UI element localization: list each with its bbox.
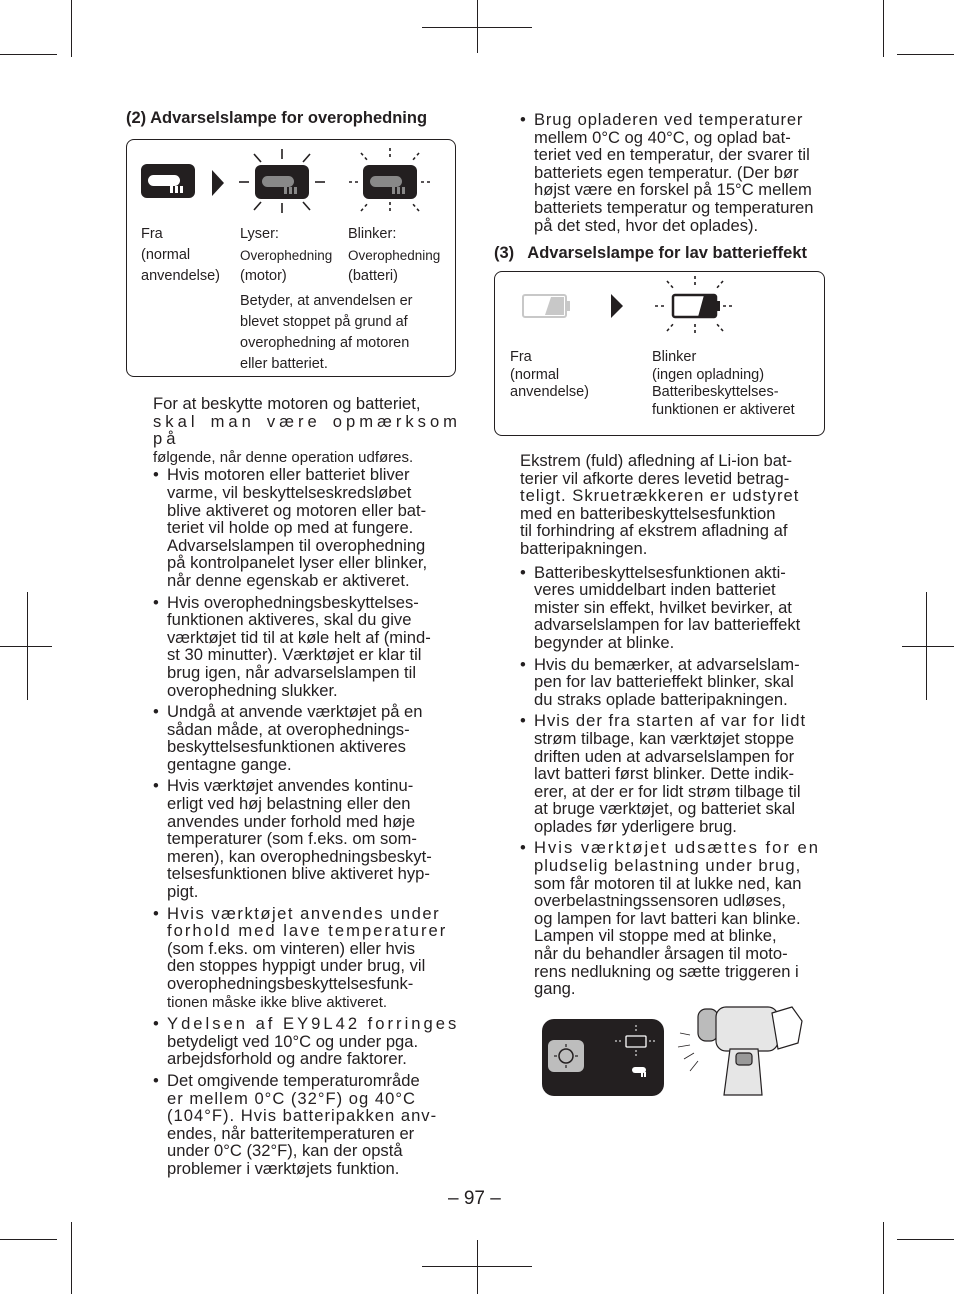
- caption-normal: [141, 224, 220, 287]
- note-line: overophedning af motoren: [240, 335, 410, 351]
- caption-line: (ingen opladning): [652, 366, 765, 383]
- battery-normal-icon: [523, 295, 570, 317]
- overheat-icons: [127, 140, 455, 230]
- thermometer-blink-icon: [349, 148, 431, 214]
- bullet-item: • Hvis værktøjet anvendes under forhold med lave temperaturer (som f.eks. om vinteren) eller hvis den stoppes hyppigt under brug, vil overophedningsbeskyttelsesfunk- tionen måske ikke blive aktiveret.: [153, 905, 461, 1012]
- intro-paragraph: For at beskytte motoren og batteriet, skal man være opmærksom på følgende, når denne operation udføres.: [153, 394, 461, 466]
- figure-note: [240, 291, 413, 375]
- caption-lit: [240, 224, 332, 287]
- bullet-item: • Hvis du bemærker, at advarselslam- pen for lav batterieffekt blinker, skal du straks oplade batteripakningen.: [520, 656, 828, 709]
- caption-line: Lyser:: [240, 226, 279, 242]
- thermometer-off-icon: [141, 164, 195, 198]
- caption-line: (batteri): [348, 268, 398, 284]
- caption-line: funktionen er aktiveret: [652, 401, 795, 418]
- caption-line: anvendelse): [510, 384, 589, 400]
- right-body-text: [520, 452, 828, 998]
- caption-line: (normal: [510, 366, 560, 383]
- intro-paragraph: Ekstrem (fuld) afledning af Li-ion bat- terier vil afkorte deres levetid betrag- teligt. Skruetrækkeren er udstyret med en batteribeskyttelsesfunktion til forhindring af ekstrem afladning af batteripakningen.: [520, 451, 800, 558]
- caption-line: Overophedning: [348, 248, 441, 263]
- bullet-item: • Undgå at anvende værktøjet på en sådan måde, at overophednings- beskyttelsesfunktionen aktiveres gentagne gange.: [153, 703, 461, 773]
- section-heading-overheating: (2) Advarselslampe for overophedning: [126, 109, 428, 127]
- caption-line: Blinker:: [348, 226, 397, 242]
- battery-icons: [495, 272, 824, 352]
- bullet-item: • Batteribeskyttelsesfunktionen akti- veres umiddelbart inden batteriet mister sin effekt, hvilket bevirker, at advarselslampen for lav batterieffekt begynder at blinke.: [520, 564, 828, 652]
- caption-line: (normal: [141, 247, 191, 263]
- overheat-indicator-figure: [126, 139, 456, 377]
- page-number: – 97 –: [448, 1188, 501, 1209]
- caption-line: Fra: [510, 349, 532, 365]
- caption-line: Batteribeskyttelses-: [652, 384, 779, 400]
- caption-line: Overophedning: [240, 248, 333, 263]
- caption-normal: [510, 349, 589, 402]
- caption-line: Fra: [141, 226, 163, 242]
- bullet-item: • Hvis værktøjet anvendes kontinu- erligt ved høj belastning eller den anvendes under forhold med høje temperaturer (som f.eks. om som- meren), kan overophedningsbeskyt- telsesfunktionen blive aktiveret hyp- pigt.: [153, 777, 461, 900]
- note-line: Betyder, at anvendelsen er: [240, 293, 413, 309]
- caption-line: anvendelse): [141, 268, 220, 284]
- low-battery-indicator-figure: [494, 271, 825, 436]
- bullet-item: • Hvis værktøjet udsættes for en pludselig belastning under brug, som får motoren til at lukke ned, kan overbelastningssensoren udløses, og lampen for lavt batteri kan blinke. Lampen vil stoppe med at blinke, når du behandler årsagen til moto- rens nedlukning og sætte triggeren i gang.: [520, 839, 828, 997]
- left-body-text: [153, 395, 461, 1178]
- note-line: eller batteriet.: [240, 356, 328, 372]
- tool-illustration: [540, 1003, 810, 1099]
- bullet-item: • Brug opladeren ved temperaturer mellem 0°C og 40°C, og oplad bat- teriet ved en temperatur, der svarer til batteriets egen temperatur. (Der bør højst være en forskel på 15°C mellem batteriets temperatur og temperaturen på det sted, hvor det oplades).: [520, 111, 828, 234]
- arrow-right-icon: [611, 294, 623, 318]
- caption-line: (motor): [240, 268, 287, 284]
- bullet-item: • Det omgivende temperaturområde er mellem 0°C (32°F) og 40°C (104°F). Hvis batteripakken anv- endes, når batteritemperaturen er under 0°C (32°F), kan der opstå problemer i værktøjets funktion.: [153, 1072, 461, 1178]
- section-heading-low-battery: (3) Advarselslampe for lav batterieffekt: [494, 244, 808, 262]
- battery-low-blink-icon: [655, 276, 735, 336]
- note-line: blevet stoppet på grund af: [240, 314, 408, 330]
- right-top-text: [520, 111, 828, 234]
- thermometer-lit-icon: [239, 149, 325, 213]
- driver-tool-icon: [678, 1007, 802, 1095]
- control-panel-icon: [542, 1019, 664, 1096]
- caption-line: Blinker: [652, 349, 697, 365]
- bullet-item: • Hvis der fra starten af var for lidt strøm tilbage, kan værktøjet stoppe driften uden at advarselslampen for lavt batteri først blinker. Dette indik- erer, at der er for lidt strøm tilbage til at bruge værktøjet, og batteriet skal oplades før yderligere brug.: [520, 712, 828, 835]
- bullet-item: • Ydelsen af EY9L42 forringes betydeligt ved 10°C og under pga. arbejdsforhold og andre faktorer.: [153, 1015, 461, 1068]
- caption-blink: [652, 349, 795, 419]
- arrow-right-icon: [212, 170, 224, 196]
- caption-blink: [348, 224, 440, 287]
- bullet-item: • Hvis overophedningsbeskyttelses- funktionen aktiveres, skal du give værktøjet tid til at køle helt af (mind- st 30 minutter). Værktøjet er klar til brug igen, når advarselslampen til overophedning slukker.: [153, 594, 461, 700]
- bullet-item: • Hvis motoren eller batteriet bliver varme, vil beskyttelseskredsløbet blive aktiveret og motoren eller bat- teriet vil holde op med at fungere. Advarselslampen til overophedning på kontrolpanelet lyser eller blinker, når denne egenskab er aktiveret.: [153, 466, 461, 589]
